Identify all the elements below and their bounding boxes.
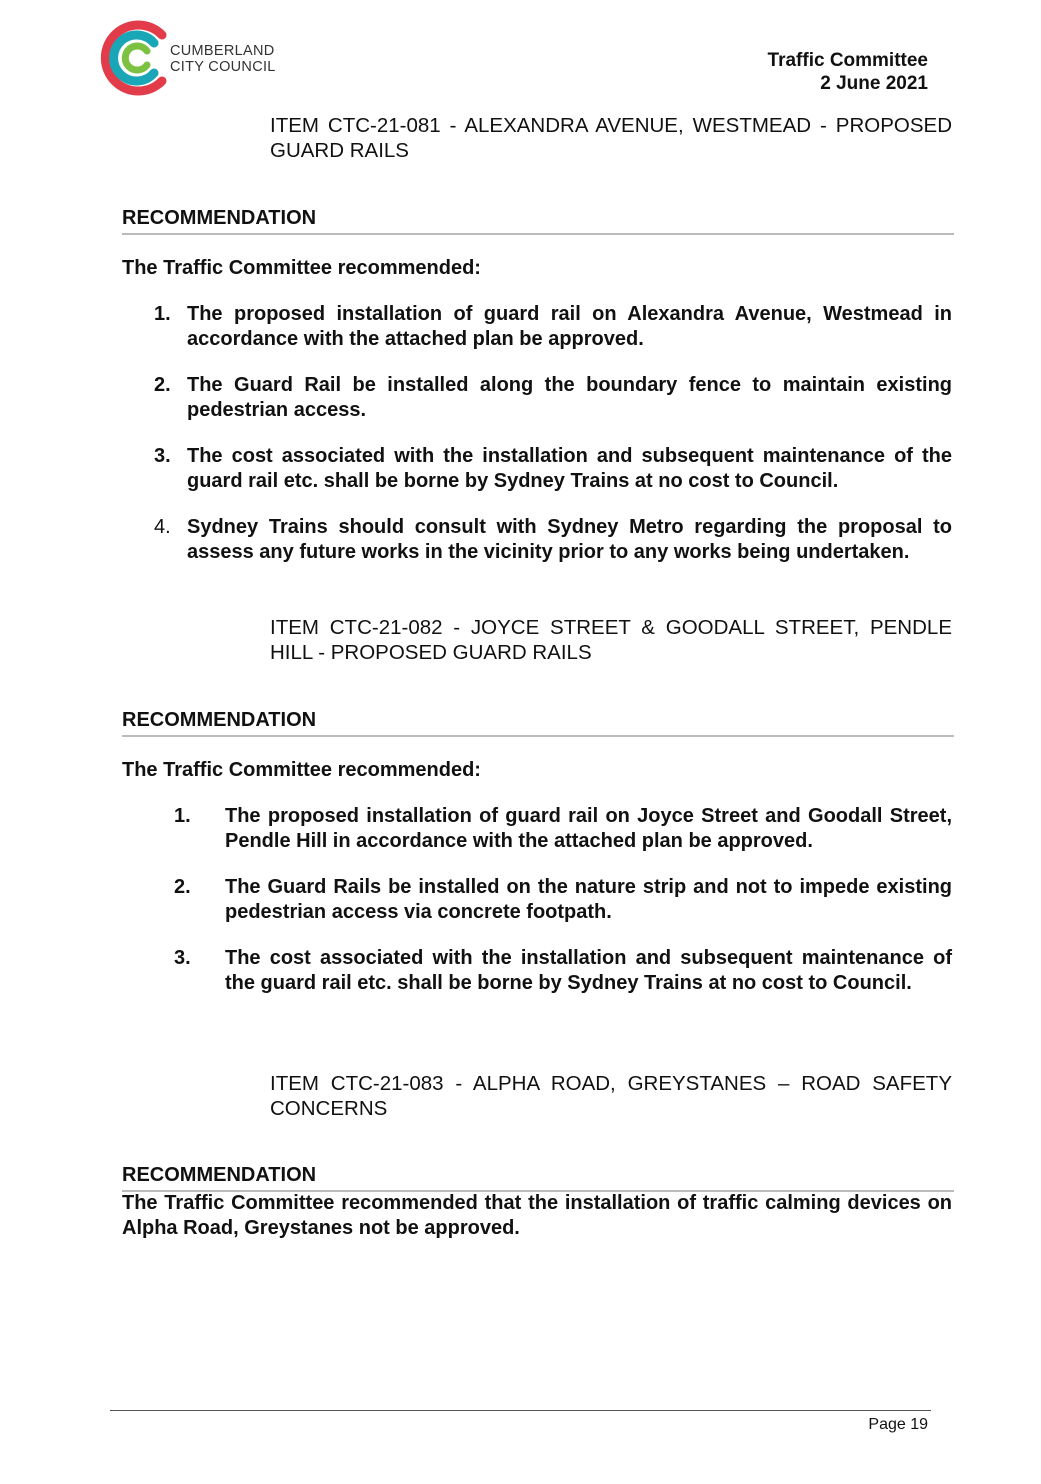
list-text: The cost associated with the installation and subsequent maintenance of the guard rail etc. shall be borne by Sydney Trains at no cost to Council. — [187, 445, 952, 492]
list-item — [150, 444, 952, 494]
list-number: 3. — [154, 445, 171, 467]
list-number: 2. — [174, 876, 191, 898]
list-item — [170, 804, 952, 854]
council-logo — [98, 16, 298, 100]
list-text: The proposed installation of guard rail on Alexandra Avenue, Westmead in accordance with the attached plan be approved. — [187, 303, 952, 350]
list-item — [150, 515, 952, 565]
org-name-line2: CITY COUNCIL — [170, 59, 276, 75]
list-text: The cost associated with the installation and subsequent maintenance of the guard rail etc. shall be borne by Sydney Trains at no cost to Council. — [225, 947, 952, 994]
footer-divider — [110, 1410, 931, 1411]
recommendation-heading: RECOMMENDATION — [122, 206, 954, 235]
recommendation-heading: RECOMMENDATION — [122, 1163, 954, 1192]
list-item — [170, 946, 952, 996]
list-item — [170, 875, 952, 925]
item-title-083: ITEM CTC-21-083 - ALPHA ROAD, GREYSTANES – ROAD SAFETY CONCERNS — [270, 1072, 952, 1120]
item-title-081: ITEM CTC-21-081 - ALEXANDRA AVENUE, WESTMEAD - PROPOSED GUARD RAILS — [270, 114, 952, 162]
list-number: 2. — [154, 374, 171, 396]
list-item — [150, 373, 952, 423]
list-number: 4. — [154, 516, 171, 538]
recommendation-intro: The Traffic Committee recommended: — [122, 759, 481, 781]
recommendation-intro: The Traffic Committee recommended: — [122, 257, 481, 279]
meeting-date: 2 June 2021 — [820, 73, 928, 94]
list-item — [150, 302, 952, 352]
list-text: The proposed installation of guard rail on Joyce Street and Goodall Street, Pendle Hill in accordance with the attached plan be approved. — [225, 805, 952, 852]
logo-text — [170, 43, 276, 75]
org-name-line1: CUMBERLAND — [170, 43, 275, 59]
list-text: The Guard Rail be installed along the boundary fence to maintain existing pedestrian access. — [187, 374, 952, 421]
list-number: 3. — [174, 947, 191, 969]
item-title-082: ITEM CTC-21-082 - JOYCE STREET & GOODALL STREET, PENDLE HILL - PROPOSED GUARD RAILS — [270, 616, 952, 664]
council-logo-icon — [98, 16, 168, 100]
list-text: The Guard Rails be installed on the nature strip and not to impede existing pedestrian access via concrete footpath. — [225, 876, 952, 923]
recommendation-heading: RECOMMENDATION — [122, 708, 954, 737]
committee-name: Traffic Committee — [767, 50, 928, 71]
page-number: Page 19 — [868, 1416, 928, 1433]
recommendation-list — [170, 804, 952, 1017]
recommendation-text: The Traffic Committee recommended that the installation of traffic calming devices on Alpha Road, Greystanes not be approved. — [122, 1192, 952, 1239]
recommendation-list — [150, 302, 952, 586]
list-text: Sydney Trains should consult with Sydney Metro regarding the proposal to assess any future works in the vicinity prior to any works being undertaken. — [187, 516, 952, 563]
list-number: 1. — [174, 805, 191, 827]
list-number: 1. — [154, 303, 171, 325]
document-header — [768, 49, 928, 95]
